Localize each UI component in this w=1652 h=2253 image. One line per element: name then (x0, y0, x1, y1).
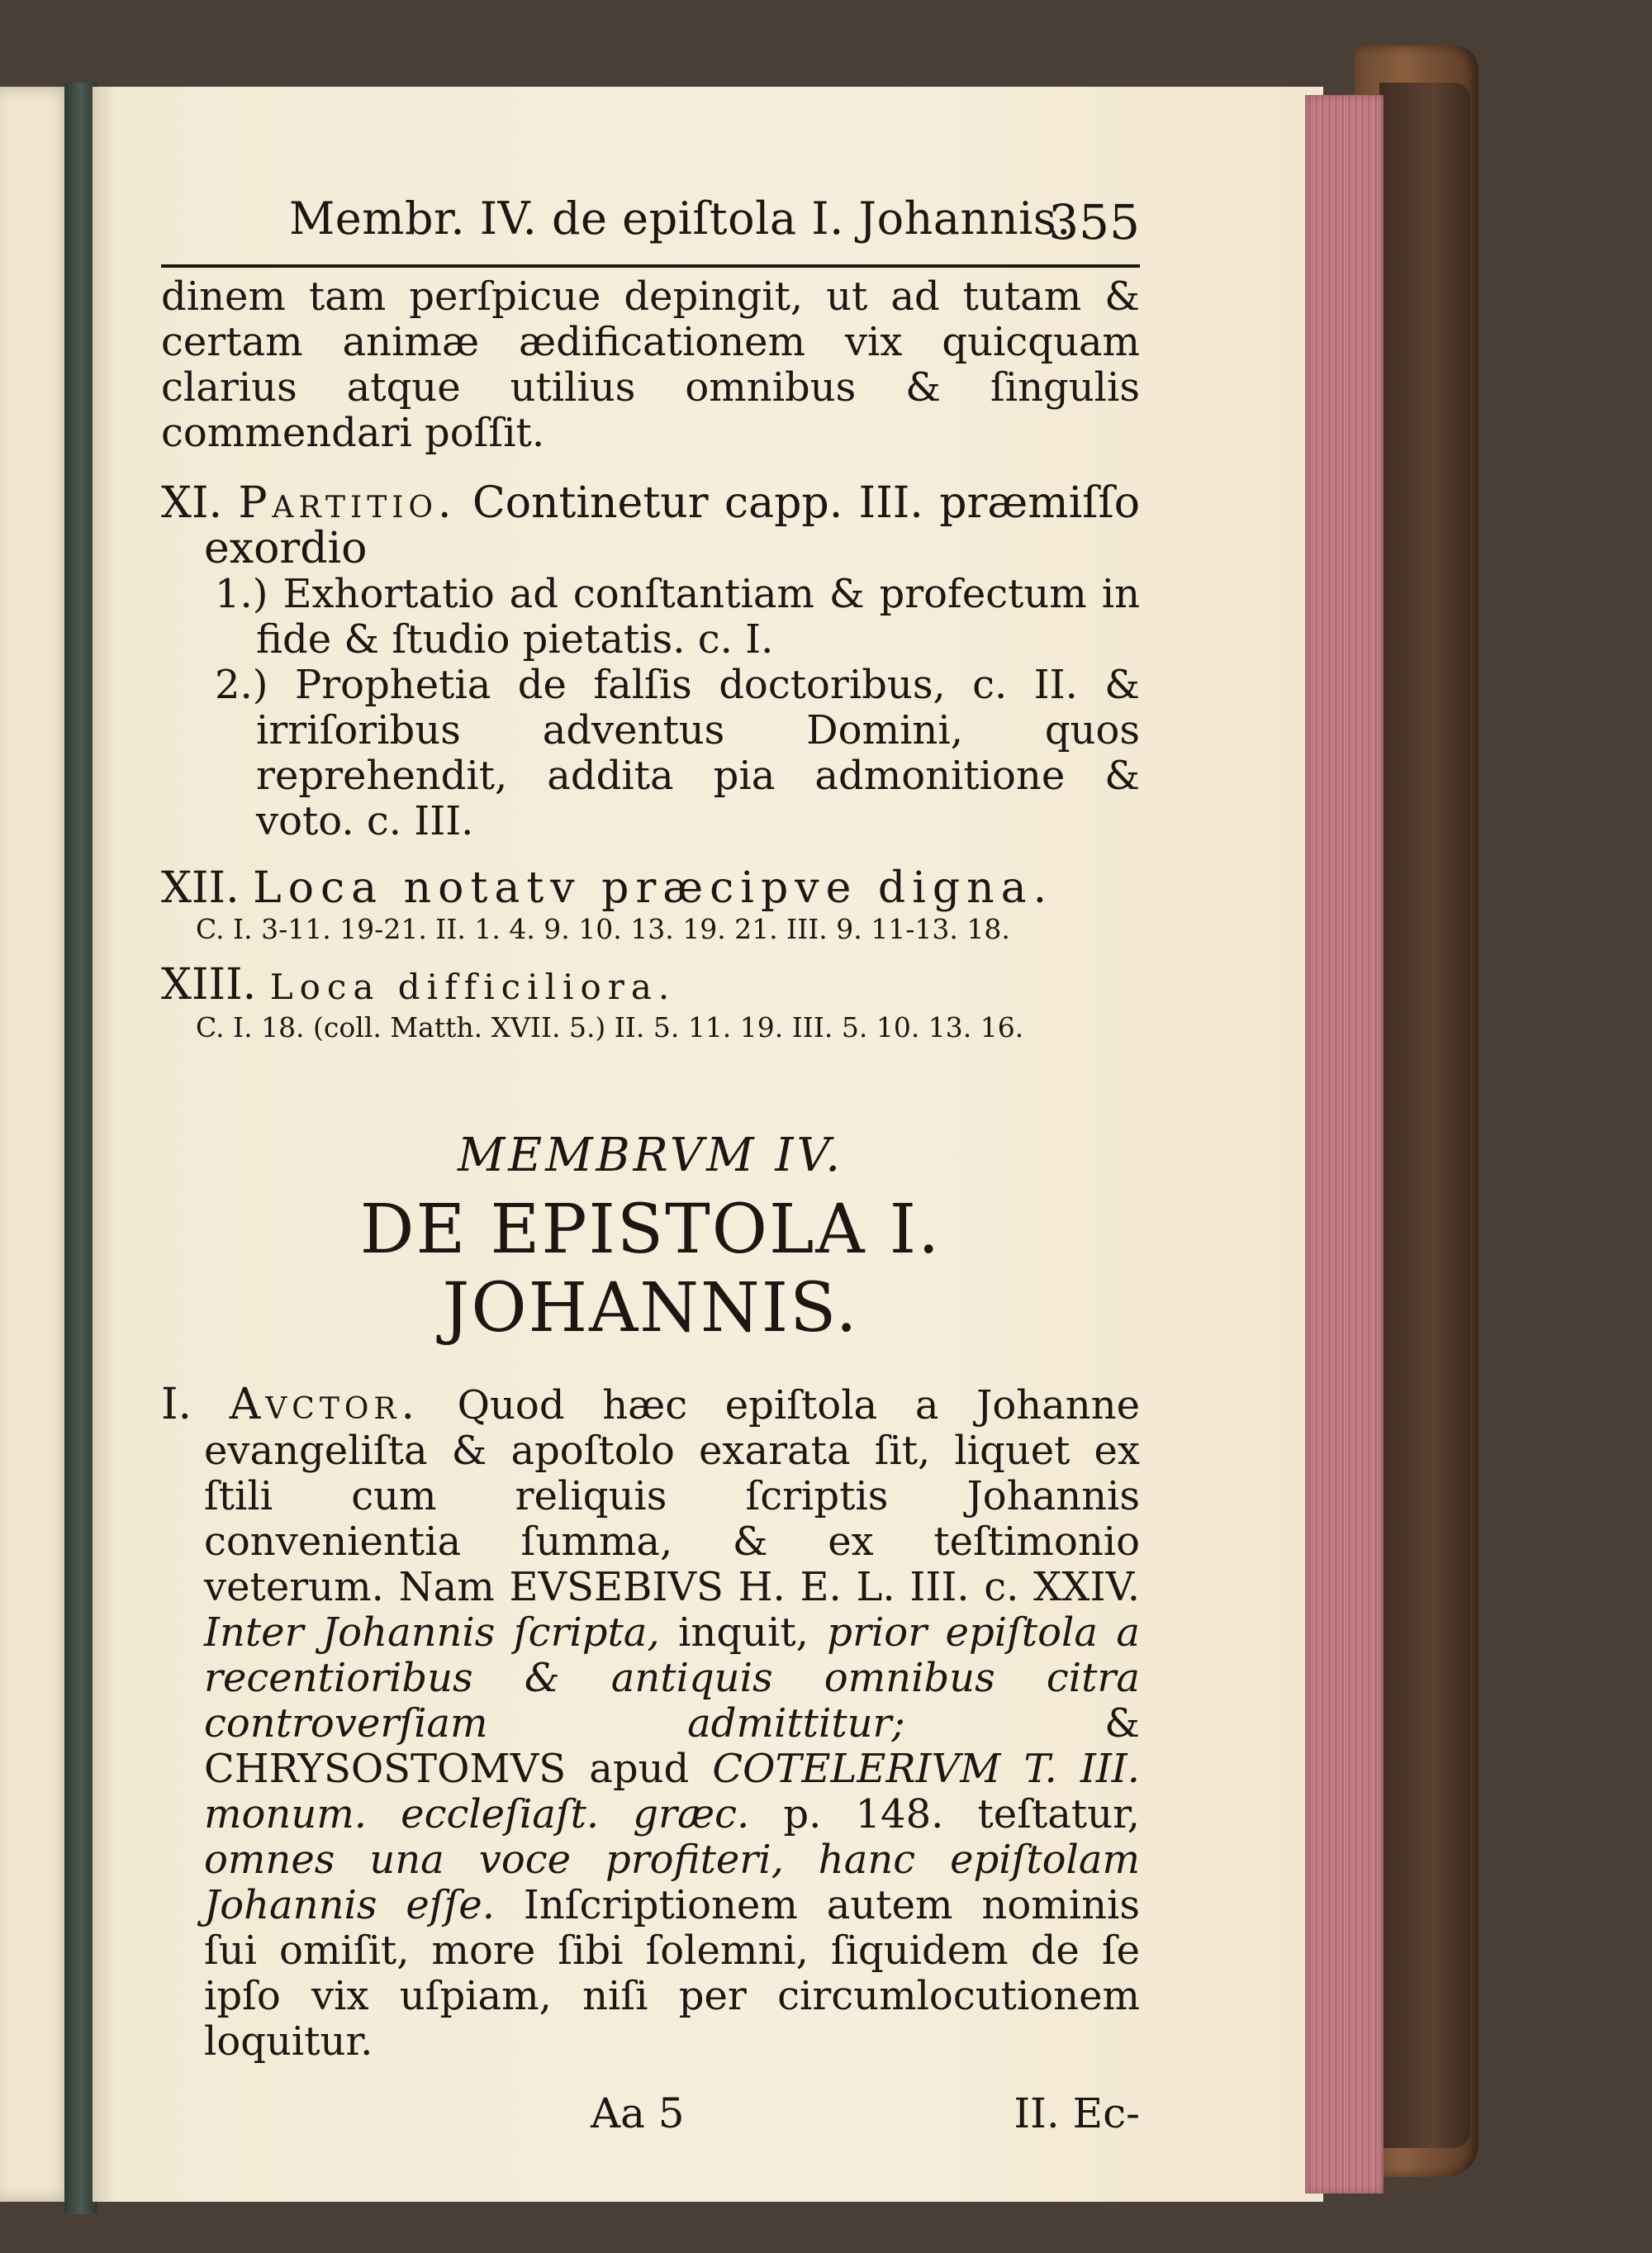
section-xii (161, 863, 1140, 948)
continued-paragraph: dinem tam perſpicue depingit, ut ad tutam & certam animæ ædificationem vix quicquam clarius atque utilius omnibus & ſingulis commendari poſſit. (161, 273, 1140, 456)
signature-mark: Aa 5 (591, 2089, 685, 2137)
section-refs: C. I. 18. (coll. Matth. XVII. 5.) II. 5. 11. 19. III. 5. 10. 13. 16. (196, 1011, 1024, 1043)
section-number: XIII. (161, 960, 257, 1010)
page-number: 355 (1048, 194, 1140, 250)
section-xi (161, 478, 1140, 573)
list-item: 1.) Exhortatio ad conſtantiam & profectum in fide & ſtudio pietatis. c. I. (215, 571, 1140, 663)
section-heading: Loca notatv præcipve digna. (253, 863, 1054, 913)
section-refs: C. I. 3-11. 19-21. II. 1. 4. 9. 10. 13. 19. 21. III. 9. 11-13. 18. (196, 913, 1010, 945)
page-red-edge (1305, 95, 1384, 2194)
section-number: XI. (161, 478, 223, 528)
running-title: Membr. IV. de epiſtola I. Johannis. (289, 193, 1071, 245)
page-footer (161, 2089, 1140, 2147)
section-heading: Partitio. (238, 478, 457, 528)
section-xiii (161, 960, 1140, 1046)
section-number: I. (161, 1380, 192, 1429)
chapter-title: DE EPISTOLA I. JOHANNIS. (359, 1191, 942, 1348)
page-content (161, 186, 1140, 2147)
membrum-label: MEMBRVM IV. (457, 1129, 844, 1182)
section-i: I. Avctor. Quod hæc epiſtola a Johanne evangeliſta & apoſtolo exarata ſit, liquet ex ſtili cum reliquis ſcriptis Johannis convenientia ſumma, & ex teſtimonio veterum. Nam EVSEBIVS H. E. L. III. c. XXIV. Inter Johannis ſcripta, inquit, prior epiſtola a recentioribus & antiquis omnibus citra controverſiam admittitur; & CHRYSOSTOMVS apud COTELERIVM T. III. monum. eccleſiaſt. græc. p. 148. teſtatur, omnes una voce profiteri, hanc epiſtolam Johannis eſſe. Inſcriptionem autem nominis ſui omiſit, more ſibi ſolemni, ſiquidem de ſe ipſo vix uſpiam, niſi per circumlocutionem loquitur. (161, 1380, 1141, 2065)
catchword: II. Ec- (1014, 2089, 1140, 2137)
book-cover-edge (1379, 83, 1470, 2148)
left-page-edge (0, 87, 74, 2202)
running-header (161, 186, 1140, 264)
list-item: 2.) Prophetia de falſis doctoribus, c. II. & irriſoribus adventus Domini, quos reprehendit, addita pia admonitione & voto. c. III. (215, 662, 1140, 844)
section-heading: Avctor. (229, 1380, 420, 1429)
section-text: Continetur capp. III. præmiſſo exordio (204, 478, 1140, 573)
section-number: XII. (161, 863, 240, 913)
section-heading: Loca difficiliora. (269, 967, 676, 1007)
header-rule (161, 264, 1140, 268)
